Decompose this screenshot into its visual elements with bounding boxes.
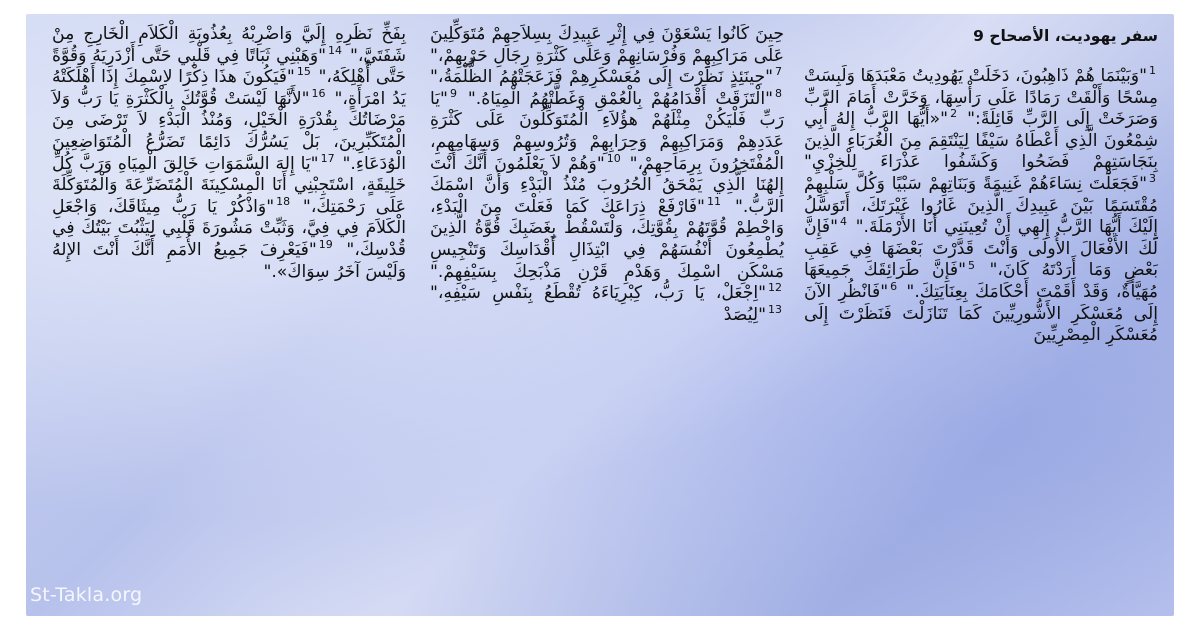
verse-number: 3 [1149, 172, 1156, 186]
verse-number: 13 [768, 302, 782, 316]
verse-number: 9 [449, 87, 457, 101]
verse-number: 1 [1149, 64, 1156, 78]
verse-text: بِفَخِّ نَظَرِهِ إِلَيَّ وَاضْرِبْهُ بِعُذُوبَةِ الْكَلاَمِ الْخَارِجِ مِنْ شَفَتَيَّ،" [52, 24, 406, 66]
verse-text: "فَيَكُونَ هذَا ذِكْرًا لاِسْمِكَ إِذَا أَهْلَكَتْهُ يَدُ امْرَأَةٍ،" [52, 67, 406, 109]
verse-number: 17 [320, 151, 335, 165]
verse-text: "فَجَعَلْتَ نِسَاءَهُمْ غَنِيمَةً وَبَنَاتِهِمْ سَبْيًا وَكُلَّ سَلْبِهِمْ مُقْتَسَمًا بَيْنَ عَبِيدِكَ الَّذِينَ غَارُوا غَيْرَتَكَ، أَتَوَسَّلُ إِلَيْكَ أَيُّهَا الرَّبُّ إِلهِي أَنْ تُعِينَنِي أَنَا الأَرْمَلَةَ." [804, 173, 1159, 238]
verse-number: 2 [950, 107, 958, 121]
verse-number: 10 [606, 151, 621, 165]
verse-number: 5 [968, 258, 976, 272]
watermark-logo: St-Takla.org [30, 584, 143, 606]
verse-text: "فَإِنَّ لَكَ الأَفْعَالَ الأُولَى وَأَنْتَ قَدَّرْتَ بَعْضَهَا فِي عَقِبِ بَعْضٍ وَمَا أَرَدْتَهُ كَانَ،" [804, 217, 1158, 281]
verse-number: 6 [890, 280, 898, 294]
verse-text: "اِجْعَلْ، يَا رَبُّ، كِبْرِيَاءَهُ تُقْطَعُ بِنَفْسِ سَيْفِهِ،" [430, 283, 766, 304]
column-text [804, 66, 1158, 347]
verse-text: "وَهَبْنِي ثَبَاتًا فِي قَلْبِي حَتَّى أَزْدَرِيَهُ وَقُوَّةً حَتَّى أُهْلِكَهُ،" [52, 45, 407, 88]
verse-text: "يَا رَبِّ فَلْيَكُنْ مِثْلَهُمْ هؤُلاَءِ الْمُتَوَكِّلُونَ عَلَى كَثْرَةِ عَدَدِهِمْ وَمَرَاكِبِهِمْ وَحِرَابِهِمْ وَتُرُوسِهِمْ وَسِهَامِهِمِ، الْمُفْتَخِرُونَ بِرِمَاحِهِمْ،" [430, 88, 784, 174]
verse-text: حِينَ كَانُوا يَسْعَوْنَ فِي إِثْرِ عَبِيدِكَ بِسِلاَحِهِمْ مُتَوَكِّلِينَ عَلَى مَرَاكِبِهِمْ وَفُرْسَانِهِمْ وَعَلَى كَثْرَةِ رِجَالِ حَرْبِهِمْ،" [430, 24, 784, 66]
verse-text: "يَا إِلهَ السَّمَوَاتِ خَالِقَ الْمِيَاهِ وَرَبَّ كُلِّ خَلِيقَةٍ، اسْتَجِبْنِي أَنَا الْمِسْكِينَةَ الْمُتَضَرِّعَةَ وَالْمُتَوَكِّلَةَ عَلَى رَحْمَتِكَ،" [52, 153, 406, 217]
verse-text: "وَهُمْ لاَ يَعْلَمُونَ أَنَّكَ أَنْتَ إِلهُنَا الَّذِي يَمْحَقُ الْحُرُوبَ مُنْذُ الْبَدْءِ وَأَنَّ اسْمَكَ الرَّبُّ." [430, 153, 784, 217]
verse-text: "وَبَيْنَمَا هُمْ ذَاهِبُونَ، دَخَلَتْ يَهُودِيتُ مَعْبَدَهَا وَلَبِسَتْ مِسْحًا وَأَلْقَتْ رَمَادًا عَلَى رَأْسِهَا، وَخَرَّتْ أَمَامَ الرَّبِّ وَصَرَخَتْ إِلَى الرَّبِّ قَائِلَةً:" [804, 66, 1158, 130]
verse-number: 16 [311, 87, 326, 101]
verse-text: "فَارْفَعْ ذِرَاعَكَ كَمَا فَعَلْتَ مِنَ الْبَدْءِ، وَاحْطِمْ قُوَّتَهُمْ بِقُوَّتِكَ، وَلْتَسْقُطْ بِغَضَبِكَ قُوَّةُ الَّذِينَ يُطْمِعُونَ أَنْفُسَهُمْ فِي ابْتِذَالِ أَقْدَاسِكَ وَتَنْجِيسِ مَسْكَنِ اسْمِكَ وَهَدْمِ قَرْنِ مَذْبَحِكَ بِسَيْفِهِمْ." [430, 196, 784, 282]
page-title: سفر يهوديت، الأصحاح 9 [973, 27, 1158, 45]
verse-text: "وَاذْكُرْ يَا رَبُّ مِيثَاقَكَ، وَاجْعَلِ الْكَلاَمَ فِي فِيَّ، وَثَبِّتْ مَشُورَةَ قَلْبِي لِيَثْبُتَ بَيْتُكَ فِي قُدْسِكَ،" [52, 196, 406, 260]
verse-text: "الْتَزَقَتْ أَقْدَامُهُمْ بِالْعُمْقِ وَغَطَّتْهُمُ الْمِيَاهُ." [467, 88, 773, 109]
verse-text: "«أَيُّهَا الرَّبُّ إِلهُ أَبِي شِمْعُونَ الَّذِي أَعْطَاهُ سَيْفًا لِيَنْتَقِمَ مِنَ الْغُرَبَاءِ الَّذِينَ بِنَجَاسَتِهِمْ فَضَحُوا وَكَشَفُوا عَذْرَاءَ لِلْخِزْيِ" [804, 109, 1158, 173]
column-right [804, 24, 1158, 347]
verse-card [26, 14, 1174, 616]
verse-text: "فَيَعْرِفَ جَمِيعُ الأُمَمِ أَنَّكَ أَنْتَ الإِلهُ وَلَيْسَ آخَرُ سِوَاكَ»." [52, 239, 406, 282]
verse-text: "فَإِنَّ طَرَائِقَكَ جَمِيعَهَا مُهَيَّأَةٌ، وَقَدْ أَقَمْتَ أَحْكَامَكَ بِعِنَايَتِكَ." [804, 260, 1158, 302]
verse-text: "حِينَئِذٍ نَظَرْتَ إِلَى مُعَسْكَرِهِمْ فَزَعَجَتْهُمُ الظُّلْمَةُ،" [430, 67, 773, 88]
verse-number: 15 [296, 65, 311, 79]
verse-number: 19 [318, 238, 333, 252]
verse-text: "لِيُصَدْ [723, 304, 766, 325]
verse-text: "لأَنَّهَا لَيْسَتْ قُوَّتُكَ بِالْكَثْرَةِ يَا رَبُّ وَلاَ مَرْضَاتُكَ بِقُدْرَةِ الْخَيْلِ، وَمُنْذُ الْبَدْءِ لاَ تَرْضَى مِنَ الْمُتَكَبِّرِينَ، بَلْ يَسُرُّكَ دَائِمًا تَضَرُّعُ الْمُتَوَاضِعِينَ الْوُدَعَاءِ." [52, 88, 406, 174]
column-left [52, 24, 406, 283]
verse-number: 11 [706, 195, 721, 209]
verse-text: "فَانْظُرِ الآنَ إِلَى مُعَسْكَرِ الأَشُّورِيِّينَ كَمَا تَنَازَلْتَ فَنَظَرْتَ إِلَى مُعَسْكَرِ الْمِصْرِيِّينَ [804, 281, 1158, 346]
verse-number: 7 [775, 65, 782, 79]
verse-number: 4 [839, 215, 847, 229]
verse-number: 18 [276, 195, 291, 209]
verse-number: 14 [328, 43, 343, 57]
verse-number: 12 [768, 281, 782, 295]
column-middle [430, 24, 784, 326]
verse-number: 8 [775, 87, 782, 101]
